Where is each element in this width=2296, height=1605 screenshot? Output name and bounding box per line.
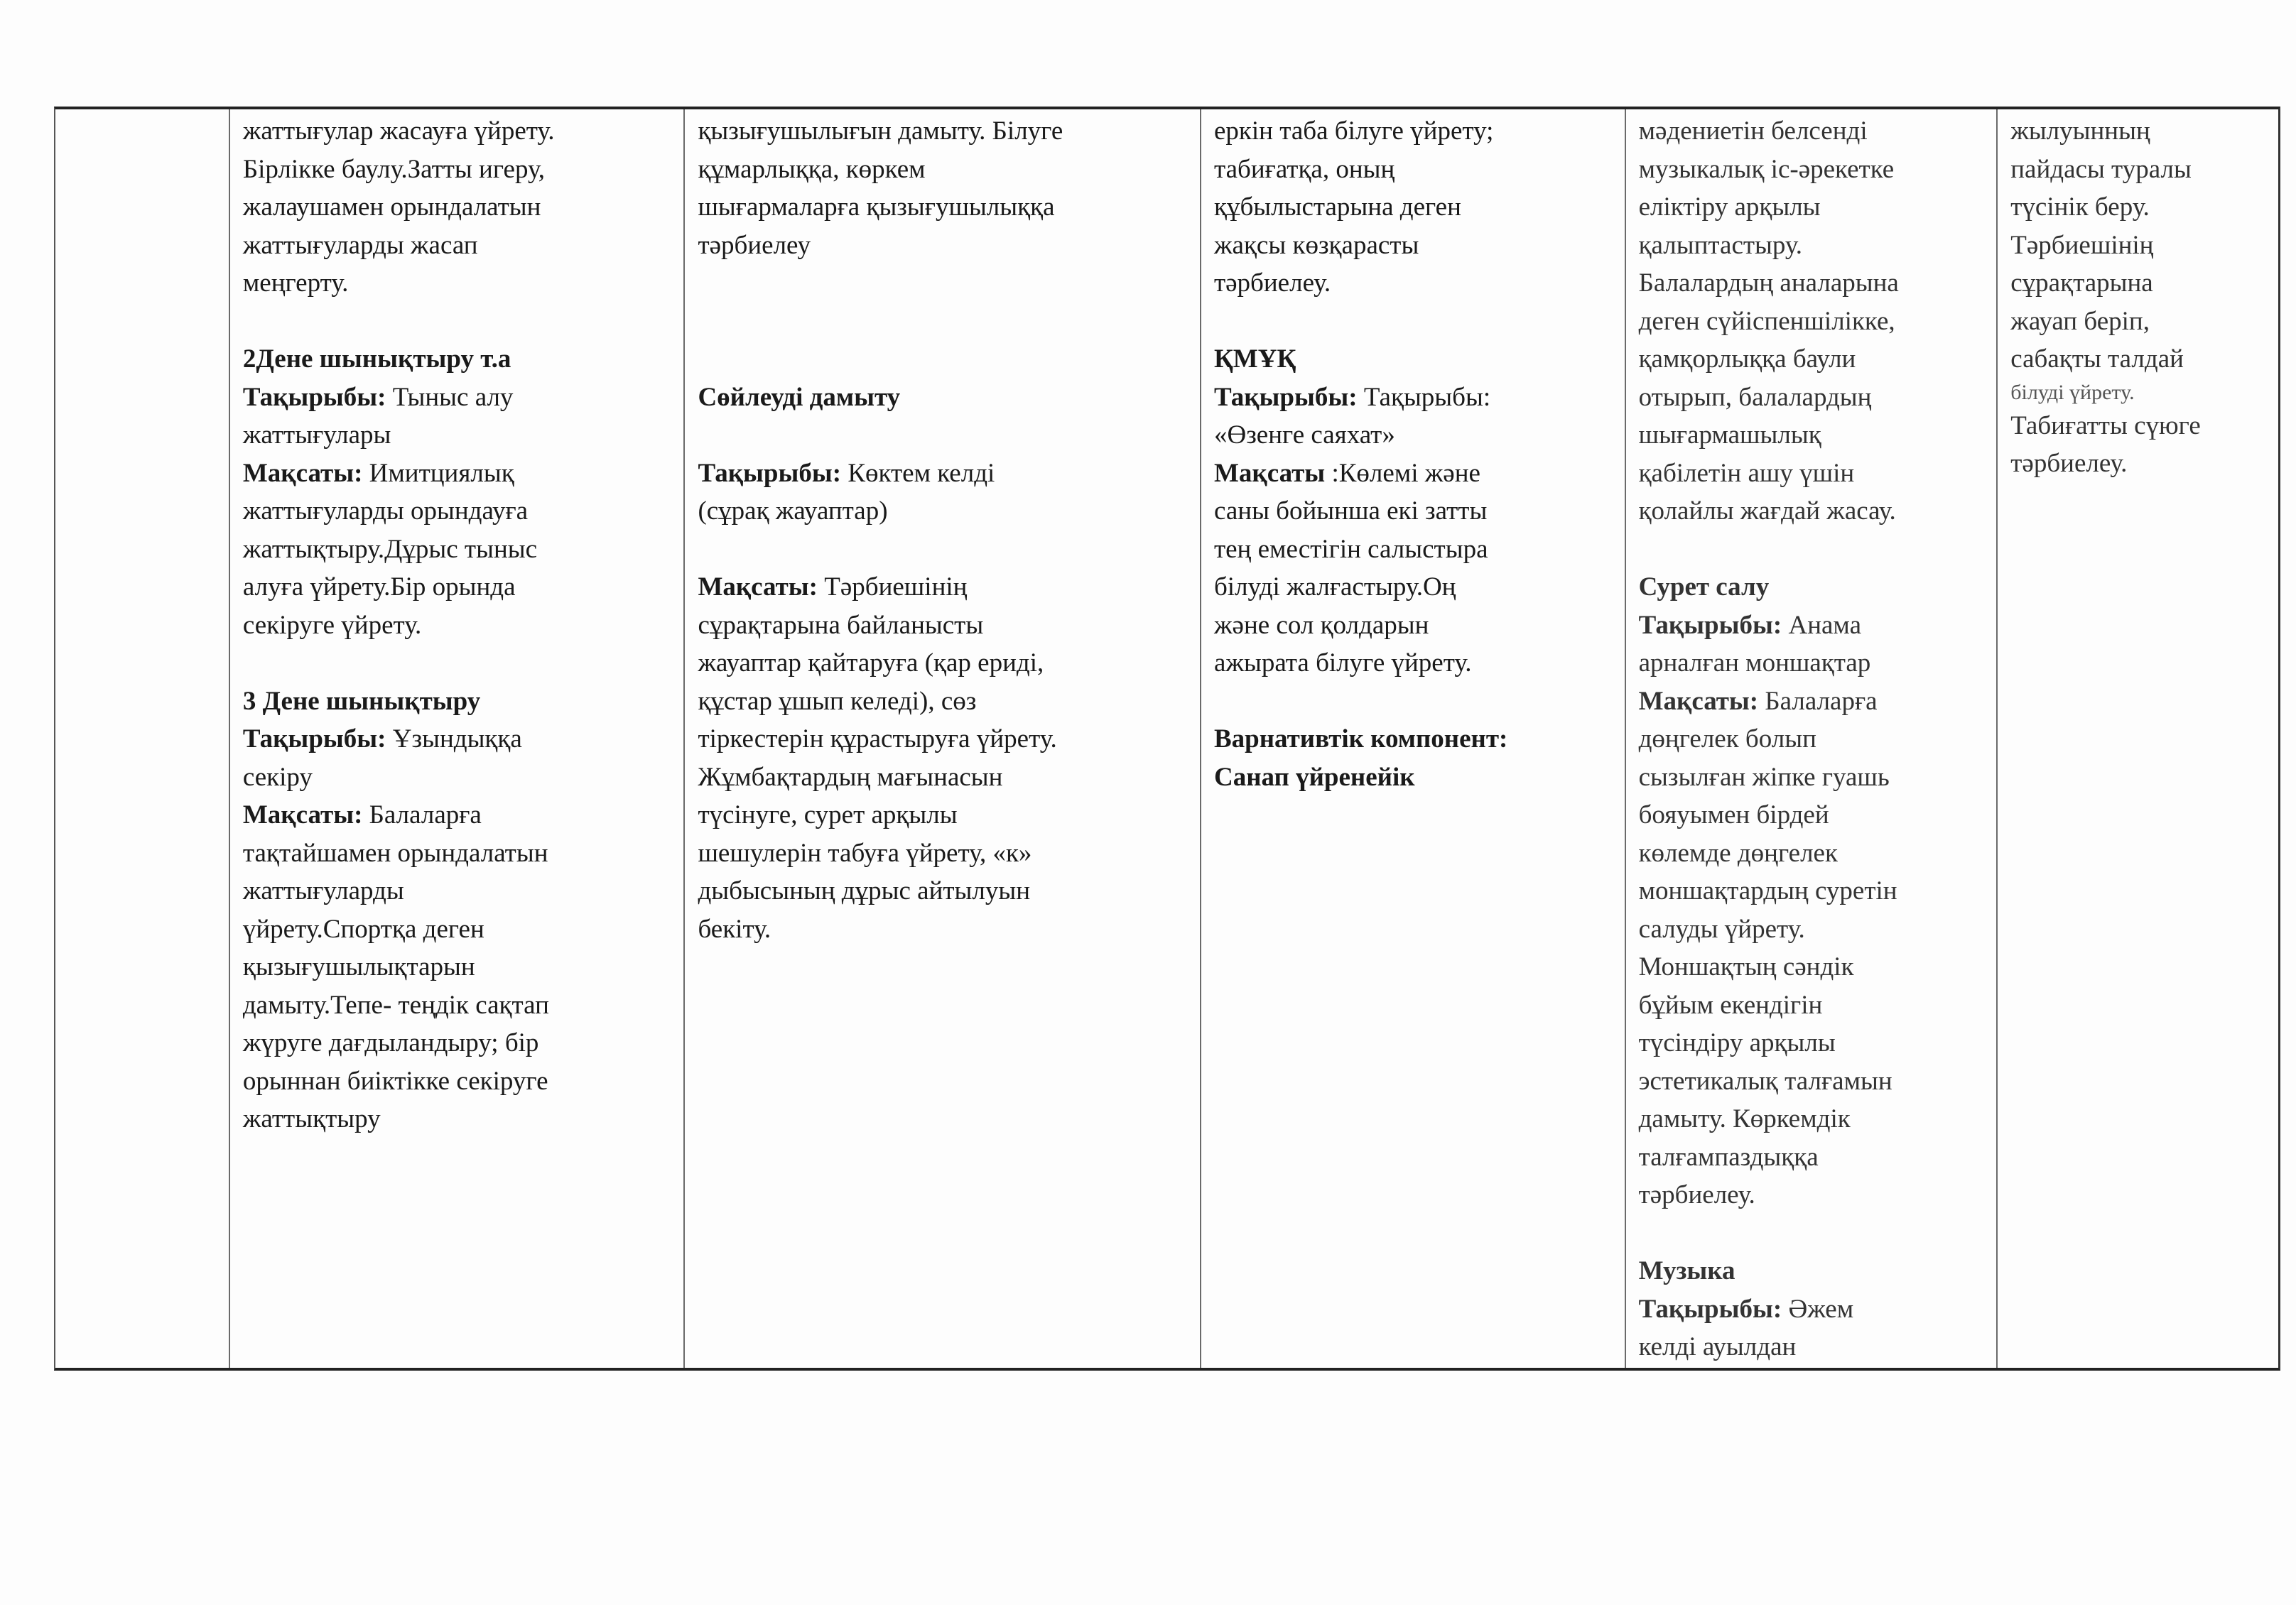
line-text: деген сүйіспеншілікке, <box>1638 306 1895 336</box>
line-text: салуды үйрету. <box>1638 914 1805 944</box>
text-line <box>243 872 674 910</box>
line-text: :Көлемі және <box>1325 458 1480 488</box>
text-line <box>243 796 674 834</box>
line-text: жақсы көзқарасты <box>1213 230 1419 260</box>
line-text: мәдениетін белсенді <box>1638 116 1868 146</box>
line-text: қалыптастыру. <box>1638 230 1802 260</box>
line-text: Табиғатты сүюге <box>2010 410 2201 440</box>
bold-label: Тақырыбы: <box>242 382 386 412</box>
line-text: құмарлыққа, көркем <box>698 154 926 184</box>
text-line <box>698 606 1190 645</box>
text-line <box>1639 720 1987 758</box>
line-text: тіркестерін құрастыруға үйрету. <box>698 724 1057 753</box>
line-text: эстетикалық талғамын <box>1638 1066 1892 1096</box>
text-line <box>2010 340 2268 379</box>
text-line <box>1639 1024 1987 1062</box>
text-line <box>698 910 1190 949</box>
bold-label: Тақырыбы: <box>242 724 386 753</box>
line-text: үйрету.Спортқа деген <box>242 914 484 944</box>
line-text: шығармашылық <box>1638 420 1821 450</box>
text-line <box>1214 188 1615 227</box>
text-line <box>1214 568 1615 606</box>
text-line <box>243 910 674 949</box>
line-text: жаттықтыру <box>242 1104 381 1133</box>
line-text: шығармаларға қызығушылыққа <box>698 192 1055 222</box>
text-line <box>2010 188 2268 227</box>
bold-label: Мақсаты: <box>698 572 818 602</box>
bold-label: Тақырыбы: <box>698 458 842 488</box>
text-line <box>2010 112 2268 151</box>
text-line <box>1639 416 1987 455</box>
text-line <box>1639 188 1987 227</box>
line-text: бояуымен бірдей <box>1638 800 1829 829</box>
bold-label: Мақсаты <box>1213 458 1326 488</box>
text-line <box>1214 531 1615 569</box>
text-line <box>243 568 674 606</box>
table-cell-col-4 <box>1201 109 1626 1368</box>
line-text: алуға үйрету.Бір орында <box>242 572 516 602</box>
table-cell-col-5 <box>1626 109 1998 1368</box>
line-text: Әжем <box>1782 1294 1854 1324</box>
line-text: жалаушамен орындалатын <box>242 192 541 222</box>
text-line <box>243 948 674 986</box>
bold-label: Варнативтік компонент: <box>1213 724 1508 753</box>
table-cell-col-1 <box>55 109 230 1368</box>
text-line <box>243 151 674 189</box>
line-text: секіру <box>242 762 313 792</box>
line-text: қамқорлыққа баули <box>1638 344 1856 374</box>
line-text: сұрақтарына <box>2010 268 2153 298</box>
text-line <box>243 455 674 493</box>
text-line <box>698 112 1190 151</box>
table-cell-col-3 <box>685 109 1201 1368</box>
text-line <box>1639 796 1987 834</box>
text-line <box>1639 682 1987 721</box>
text-line <box>698 834 1190 873</box>
text-line <box>243 1100 674 1138</box>
line-text: Балалардың аналарына <box>1638 268 1899 298</box>
bold-label: Тақырыбы: <box>1638 610 1782 640</box>
text-line <box>1639 568 1987 606</box>
line-text: дамыту. Көркемдік <box>1638 1104 1851 1133</box>
line-text: жауаптар қайтаруға (қар ериді, <box>698 648 1044 678</box>
text-line <box>1214 455 1615 493</box>
line-text: сұрақтарына байланысты <box>698 610 984 640</box>
line-text: тәрбиелеу. <box>2010 449 2128 478</box>
bold-label: 2Дене шынықтыру т.а <box>242 344 511 374</box>
text-line <box>698 872 1190 910</box>
bold-label: Мақсаты: <box>242 800 363 829</box>
line-text: жаттығуларды жасап <box>242 230 478 260</box>
line-text: моншақтардың суретін <box>1638 876 1897 905</box>
text-line <box>698 758 1190 797</box>
line-text: орыннан биіктікке секіруге <box>242 1066 548 1096</box>
text-line <box>2010 264 2268 303</box>
text-line <box>2010 227 2268 265</box>
line-text: Жұмбақтардың мағынасын <box>698 762 1003 792</box>
text-line <box>698 264 1190 303</box>
text-line <box>1639 492 1987 531</box>
text-line <box>1214 303 1615 341</box>
bold-label: Мақсаты: <box>1638 686 1759 716</box>
text-line <box>698 568 1190 606</box>
line-text: отырып, балалардың <box>1638 382 1872 412</box>
text-line <box>243 416 674 455</box>
text-line <box>1639 644 1987 682</box>
text-line <box>243 379 674 417</box>
text-line <box>1639 1328 1987 1366</box>
line-text: бекіту. <box>698 914 771 944</box>
line-text: көлемде дөңгелек <box>1638 838 1838 868</box>
line-text: шешулерін табуға үйрету, «к» <box>698 838 1032 868</box>
text-line <box>1639 910 1987 949</box>
line-text: меңгерту. <box>242 268 349 298</box>
text-line <box>1639 1214 1987 1253</box>
line-text: дамыту.Тепе- теңдік сақтап <box>242 990 549 1020</box>
text-line <box>1639 1176 1987 1214</box>
line-text: тақтайшамен орындалатын <box>242 838 548 868</box>
line-text: жаттығуларды <box>242 876 404 905</box>
text-line <box>1214 151 1615 189</box>
text-line <box>1214 758 1615 797</box>
text-line <box>1639 379 1987 417</box>
text-line <box>243 1062 674 1101</box>
line-text: білуді үйрету. <box>2010 380 2135 404</box>
line-text: жауап беріп, <box>2010 306 2150 336</box>
text-line <box>698 455 1190 493</box>
bold-label: Сөйлеуді дамыту <box>698 382 901 412</box>
text-line <box>243 758 674 797</box>
text-line <box>1639 531 1987 569</box>
line-text: түсіндіру арқылы <box>1638 1028 1836 1057</box>
text-line <box>698 188 1190 227</box>
text-line <box>1639 455 1987 493</box>
line-text: «Өзенге саяхат» <box>1213 420 1395 450</box>
table-cell-col-6 <box>1998 109 2278 1368</box>
text-line <box>243 986 674 1025</box>
line-text: және сол қолдарын <box>1213 610 1429 640</box>
line-text: тәрбиелеу <box>698 230 811 260</box>
text-line <box>243 720 674 758</box>
text-line <box>698 492 1190 531</box>
text-line <box>698 682 1190 721</box>
line-text: Балаларға <box>1758 686 1878 716</box>
text-line <box>1639 834 1987 873</box>
line-text: түсінік беру. <box>2010 192 2150 222</box>
text-line <box>243 340 674 379</box>
text-line <box>243 188 674 227</box>
text-line <box>243 531 674 569</box>
text-line <box>2010 379 2268 407</box>
line-text: түсінуге, сурет арқылы <box>698 800 958 829</box>
line-text: Тәрбиешінің <box>2010 230 2154 260</box>
line-text: секіруге үйрету. <box>242 610 422 640</box>
line-text: сызылған жіпке гуашь <box>1638 762 1890 792</box>
text-line <box>698 720 1190 758</box>
bold-label: Мақсаты: <box>242 458 363 488</box>
line-text: қызығушылығын дамыту. Білуге <box>698 116 1063 146</box>
line-text: еліктіру арқылы <box>1638 192 1821 222</box>
text-line <box>698 416 1190 455</box>
bold-label: 3 Дене шынықтыру <box>242 686 481 716</box>
text-line <box>1214 112 1615 151</box>
text-line <box>1639 112 1987 151</box>
bold-label: Тақырыбы: <box>1638 1294 1782 1324</box>
bold-label: Тақырыбы: <box>1213 382 1358 412</box>
text-line <box>1639 264 1987 303</box>
line-text: дөңгелек болып <box>1638 724 1816 753</box>
line-text: дыбысының дұрыс айтылуын <box>698 876 1031 905</box>
line-text: жаттығулары <box>242 420 391 450</box>
line-text: ажырата білуге үйрету. <box>1213 648 1472 678</box>
text-line <box>1214 264 1615 303</box>
bold-label: Санап үйренейік <box>1213 762 1415 792</box>
text-line <box>243 644 674 682</box>
text-line <box>1214 644 1615 682</box>
text-line <box>243 834 674 873</box>
line-text: Тақырыбы: <box>1357 382 1491 412</box>
text-line <box>1214 379 1615 417</box>
text-line <box>1639 1138 1987 1177</box>
text-line <box>1214 682 1615 721</box>
line-text: қызығушылықтарын <box>242 952 475 981</box>
line-text: Моншақтың сәндік <box>1638 952 1854 981</box>
text-line <box>243 264 674 303</box>
text-line <box>1639 340 1987 379</box>
line-text: еркін таба білуге үйрету; <box>1213 116 1494 146</box>
text-line <box>1214 720 1615 758</box>
text-line <box>1639 948 1987 986</box>
text-line <box>1639 872 1987 910</box>
line-text: пайдасы туралы <box>2010 154 2192 184</box>
text-line <box>698 644 1190 682</box>
line-text: тәрбиелеу. <box>1213 268 1331 298</box>
line-text: саны бойынша екі затты <box>1213 496 1488 526</box>
text-line <box>1639 1062 1987 1101</box>
text-line <box>1639 1252 1987 1290</box>
line-text: қабілетін ашу үшін <box>1638 458 1855 488</box>
line-text: тәрбиелеу. <box>1638 1180 1755 1209</box>
bold-label: ҚМҰҚ <box>1213 344 1296 374</box>
line-text: Тәрбиешінің <box>817 572 968 602</box>
text-line <box>243 1024 674 1062</box>
line-text: Бірлікке баулу.Затты игеру, <box>242 154 546 184</box>
table-cell-col-2 <box>230 109 686 1368</box>
text-line <box>1639 227 1987 265</box>
text-line <box>698 227 1190 265</box>
bold-label: Музыка <box>1638 1256 1735 1285</box>
line-text: Имитциялық <box>362 458 514 488</box>
text-line <box>1214 492 1615 531</box>
line-text: музыкалық іс-әрекетке <box>1638 154 1895 184</box>
text-line <box>1214 416 1615 455</box>
line-text: талғампаздыққа <box>1638 1142 1819 1172</box>
text-line <box>2010 151 2268 189</box>
line-text: Тыныс алу <box>386 382 514 412</box>
text-line <box>1639 303 1987 341</box>
text-line <box>1639 151 1987 189</box>
line-text: арналған моншақтар <box>1638 648 1871 678</box>
line-text: жүруге дағдыландыру; бір <box>242 1028 539 1057</box>
text-line <box>1214 227 1615 265</box>
line-text: жылуынның <box>2010 116 2150 146</box>
text-line <box>1214 606 1615 645</box>
text-line <box>243 112 674 151</box>
text-line <box>1639 1290 1987 1329</box>
text-line <box>243 492 674 531</box>
line-text: Балаларға <box>362 800 482 829</box>
bold-label: Сурет салу <box>1638 572 1770 602</box>
line-text: тең еместігін салыстыра <box>1213 534 1488 564</box>
text-line <box>243 303 674 341</box>
text-line <box>2010 303 2268 341</box>
text-line <box>698 303 1190 341</box>
line-text: қолайлы жағдай жасау. <box>1638 496 1896 526</box>
line-text: табиғатқа, оның <box>1213 154 1395 184</box>
text-line <box>1639 986 1987 1025</box>
line-text: Көктем келді <box>841 458 995 488</box>
line-text: бұйым екендігін <box>1638 990 1823 1020</box>
line-text: білуді жалғастыру.Оң <box>1213 572 1456 602</box>
line-text: (сұрақ жауаптар) <box>698 496 888 526</box>
text-line <box>698 796 1190 834</box>
text-line <box>698 340 1190 379</box>
text-line <box>1639 1100 1987 1138</box>
text-line <box>698 151 1190 189</box>
line-text: құбылыстарына деген <box>1213 192 1461 222</box>
line-text: сабақты талдай <box>2010 344 2184 374</box>
line-text: келді ауылдан <box>1638 1332 1797 1361</box>
text-line <box>1639 606 1987 645</box>
text-line <box>1214 340 1615 379</box>
text-line <box>243 682 674 721</box>
line-text: құстар ұшып келеді), сөз <box>698 686 977 716</box>
line-text: жаттықтыру.Дұрыс тыныс <box>242 534 538 564</box>
line-text: Ұзындыққа <box>386 724 522 753</box>
line-text: жаттығулар жасауға үйрету. <box>242 116 555 146</box>
line-text: жаттығуларды орындауға <box>242 496 529 526</box>
text-line <box>2010 445 2268 483</box>
text-line <box>1639 758 1987 797</box>
text-line <box>2010 407 2268 445</box>
text-line <box>243 606 674 645</box>
text-line <box>243 227 674 265</box>
line-text: Анама <box>1782 610 1861 640</box>
lesson-plan-table <box>54 107 2280 1371</box>
text-line <box>698 379 1190 417</box>
text-line <box>698 531 1190 569</box>
